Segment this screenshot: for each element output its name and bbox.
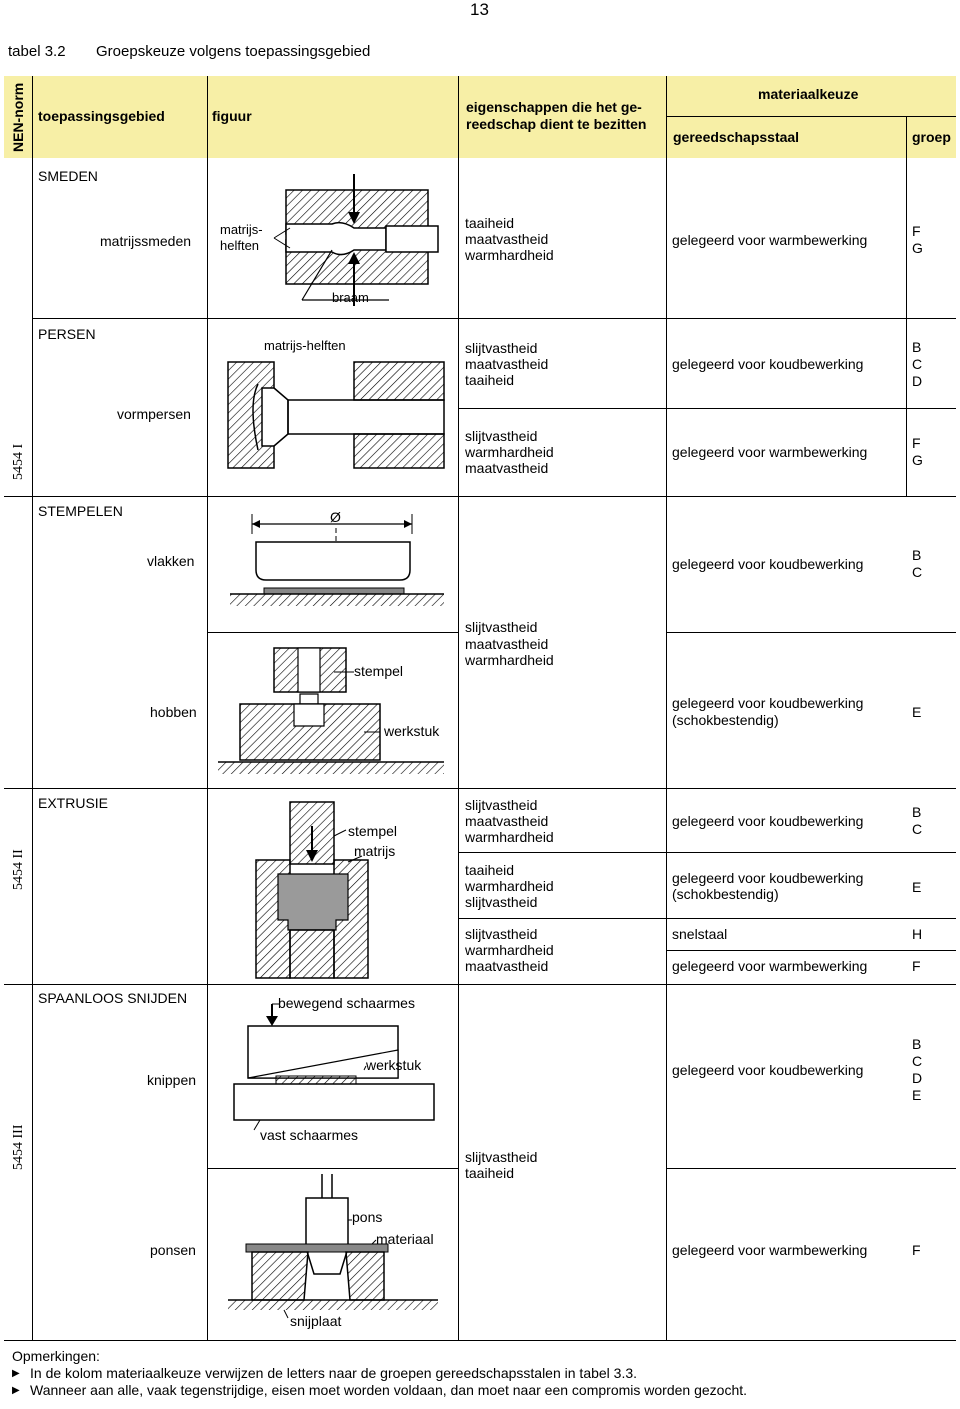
group: E	[912, 704, 922, 720]
material-note: (schokbestendig)	[672, 886, 779, 902]
group: F	[912, 958, 921, 974]
prop: slijtvastheid	[465, 340, 538, 356]
figure-vormpersen	[222, 334, 452, 474]
material: gelegeerd voor warmbewerking	[672, 958, 868, 974]
material: gelegeerd voor koudbewerking	[672, 1062, 864, 1078]
fig-label-snijplaat: snijplaat	[290, 1313, 342, 1329]
prop: maatvastheid	[465, 460, 549, 476]
norm-5454-i: 5454 I	[11, 443, 26, 480]
prop: warmhardheid	[465, 942, 554, 958]
header-eigenschappen-2: reedschap dient te bezitten	[466, 116, 647, 132]
section-stempelen: STEMPELEN	[38, 503, 123, 519]
figure-ponsen	[222, 1170, 452, 1338]
figure-vlakken	[226, 506, 452, 626]
header-eigenschappen-1: eigenschappen die het ge-	[466, 99, 642, 115]
header-groep: groep	[912, 129, 951, 145]
group: B	[912, 547, 922, 563]
fig-label-stempel-2: stempel	[348, 823, 398, 839]
material: gelegeerd voor koudbewerking	[672, 356, 864, 372]
remark-item: ▶ Wanneer aan alle, vaak tegenstrijdige, eisen moet worden voldaan, dan moet naar een compromis worden gezocht.	[12, 1382, 747, 1399]
material-note: (schokbestendig)	[672, 712, 779, 728]
prop: maatvastheid	[465, 356, 549, 372]
figure-matrijssmeden	[214, 168, 450, 310]
prop: warmhardheid	[465, 444, 554, 460]
page-number: 13	[470, 0, 489, 19]
fig-label-werkstuk: werkstuk	[384, 723, 440, 739]
fig-label-braam: braam	[332, 290, 369, 305]
group: G	[912, 240, 923, 256]
group: D	[912, 373, 923, 389]
group: F	[912, 223, 921, 239]
header-toepassingsgebied: toepassingsgebied	[38, 108, 165, 124]
group: E	[912, 879, 922, 895]
fig-label-werkstuk-2: werkstuk	[366, 1057, 422, 1073]
prop: slijtvastheid	[465, 428, 538, 444]
group: E	[912, 1087, 922, 1103]
section-extrusie: EXTRUSIE	[38, 795, 109, 811]
group: D	[912, 1070, 923, 1086]
material: gelegeerd voor koudbewerking	[672, 813, 864, 829]
prop: taaiheid	[465, 1165, 515, 1181]
header-nen-norm: NEN-norm	[10, 82, 26, 152]
norm-5454-ii: 5454 II	[11, 849, 26, 890]
prop: slijtvastheid	[465, 797, 538, 813]
norm-5454-iii: 5454 III	[11, 1124, 26, 1170]
header-materiaalkeuze: materiaalkeuze	[758, 86, 859, 102]
figure-knippen	[214, 990, 452, 1164]
section-persen: PERSEN	[38, 326, 96, 342]
prop: maatvastheid	[465, 636, 549, 652]
fig-label-diameter: Ø	[330, 509, 341, 525]
prop: warmhardheid	[465, 652, 554, 668]
prop: taaiheid	[465, 372, 515, 388]
group: B	[912, 804, 922, 820]
row-hobben: hobben	[150, 704, 197, 720]
row-knippen: knippen	[147, 1072, 197, 1088]
prop: maatvastheid	[465, 813, 549, 829]
group: C	[912, 356, 923, 372]
prop: warmhardheid	[465, 247, 554, 263]
section-smeden: SMEDEN	[38, 168, 98, 184]
group: B	[912, 339, 922, 355]
figure-hobben	[214, 638, 452, 782]
fig-label-stempel: stempel	[354, 663, 404, 679]
prop: warmhardheid	[465, 829, 554, 845]
fig-label-matrijs-helften: matrijs-helften	[264, 338, 346, 353]
row-vlakken: vlakken	[147, 553, 195, 569]
header-gereedschapsstaal: gereedschapsstaal	[673, 129, 800, 145]
group: F	[912, 435, 921, 451]
fig-label-helften: helften	[220, 238, 260, 253]
figure-extrusie	[238, 796, 452, 980]
prop: maatvastheid	[465, 231, 549, 247]
row-vormpersen: vormpersen	[117, 406, 191, 422]
prop: maatvastheid	[465, 958, 549, 974]
material: gelegeerd voor warmbewerking	[672, 1242, 868, 1258]
group: B	[912, 1036, 922, 1052]
row-ponsen: ponsen	[150, 1242, 196, 1258]
prop: slijtvastheid	[465, 926, 538, 942]
prop: slijtvastheid	[465, 619, 538, 635]
row-matrijssmeden: matrijssmeden	[100, 233, 192, 249]
group: C	[912, 821, 923, 837]
group: H	[912, 926, 923, 942]
material: gelegeerd voor koudbewerking	[672, 556, 864, 572]
group: C	[912, 1053, 923, 1069]
fig-label-vast-schaarmes: vast schaarmes	[260, 1127, 359, 1143]
prop: taaiheid	[465, 862, 515, 878]
prop: taaiheid	[465, 215, 515, 231]
prop: warmhardheid	[465, 878, 554, 894]
remarks-title: Opmerkingen:	[12, 1348, 100, 1364]
header-figuur: figuur	[212, 108, 252, 124]
fig-label-materiaal: materiaal	[376, 1231, 434, 1247]
material: snelstaal	[672, 926, 728, 942]
group: G	[912, 452, 923, 468]
material: gelegeerd voor koudbewerking	[672, 870, 864, 886]
material: gelegeerd voor koudbewerking	[672, 695, 864, 711]
prop: slijtvastheid	[465, 894, 538, 910]
fig-label-matrijs: matrijs-	[220, 222, 263, 237]
prop: slijtvastheid	[465, 1149, 538, 1165]
table-title: Groepskeuze volgens toepassingsgebied	[96, 43, 371, 60]
group: F	[912, 1242, 921, 1258]
material: gelegeerd voor warmbewerking	[672, 232, 868, 248]
group: C	[912, 564, 923, 580]
remark-item: ▶ In de kolom materiaalkeuze verwijzen de letters naar de groepen gereedschapsstalen in tabel 3.3.	[12, 1365, 747, 1382]
remarks	[12, 1348, 747, 1399]
fig-label-matrijs: matrijs	[354, 843, 396, 859]
section-spaanloos-snijden: SPAANLOOS SNIJDEN	[38, 990, 188, 1006]
fig-label-bewegend-schaarmes: bewegend schaarmes	[278, 995, 415, 1011]
table-label: tabel 3.2	[8, 43, 66, 60]
fig-label-pons: pons	[352, 1209, 383, 1225]
material: gelegeerd voor warmbewerking	[672, 444, 868, 460]
